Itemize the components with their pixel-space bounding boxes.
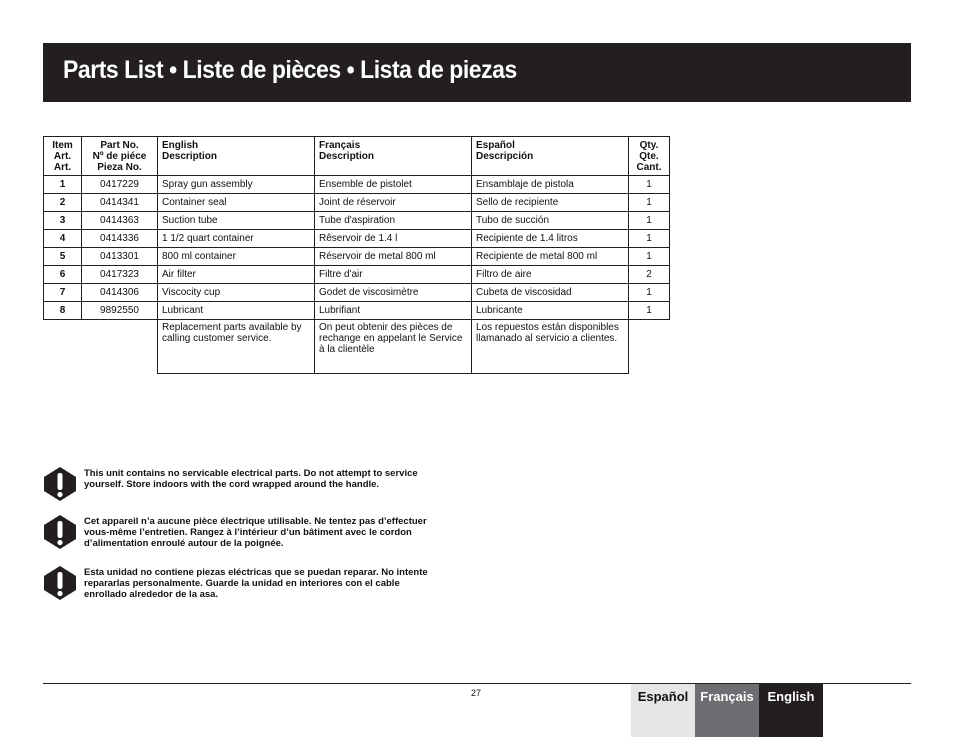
- item-cell: 8: [44, 302, 82, 320]
- english-cell: Viscocity cup: [158, 284, 315, 302]
- part-no-cell: 0413301: [82, 248, 158, 266]
- qty-cell: 1: [629, 284, 670, 302]
- french-cell: Godet de viscosimètre: [315, 284, 472, 302]
- qty-cell: 2: [629, 266, 670, 284]
- english-cell: Suction tube: [158, 212, 315, 230]
- qty-cell: 1: [629, 302, 670, 320]
- qty-cell: 1: [629, 248, 670, 266]
- item-cell: 3: [44, 212, 82, 230]
- header-french: Français Description: [315, 137, 472, 176]
- english-cell: Lubricant: [158, 302, 315, 320]
- item-cell: 4: [44, 230, 82, 248]
- part-no-cell: 0417323: [82, 266, 158, 284]
- spanish-cell: Sello de recipiente: [472, 194, 629, 212]
- part-no-cell: 0414336: [82, 230, 158, 248]
- spanish-cell: Recipiente de 1.4 litros: [472, 230, 629, 248]
- note-english: Replacement parts available by calling customer service.: [158, 320, 315, 374]
- note-french: On peut obtenir des pièces de rechange en appelant le Service à la clientèle: [315, 320, 472, 374]
- table-row: [44, 284, 670, 302]
- french-cell: Réservoir de metal 800 ml: [315, 248, 472, 266]
- header-part-no: Part No. Nº de piéce Pieza No.: [82, 137, 158, 176]
- tab-english[interactable]: English: [759, 684, 823, 737]
- english-cell: Air filter: [158, 266, 315, 284]
- empty-cell: [44, 320, 158, 374]
- header-english: English Description: [158, 137, 315, 176]
- qty-cell: 1: [629, 212, 670, 230]
- tab-espanol[interactable]: Español: [631, 684, 695, 737]
- french-cell: Ensemble de pistolet: [315, 176, 472, 194]
- part-no-cell: 0414306: [82, 284, 158, 302]
- warning-text: Esta unidad no contiene piezas eléctricas que se puedan reparar. No intente repararlas personalmente. Guarde la unidad en interiores con el cable enrollado alrededor de la asa.: [84, 567, 428, 600]
- table-row: [44, 302, 670, 320]
- header-qty: Qty. Qte. Cant.: [629, 137, 670, 176]
- page-number: 27: [470, 688, 481, 698]
- warning-text: Cet appareil n’a aucune pièce électrique utilisable. Ne tentez pas d’effectuer vous-même l’entretien. Rangez à l’intérieur d’un bâtiment avec le cordon d’alimentation enroulé autour de la poignée.: [84, 516, 427, 549]
- french-cell: Filtre d'air: [315, 266, 472, 284]
- header-spanish: Español Descripción: [472, 137, 629, 176]
- table-row: [44, 194, 670, 212]
- tab-francais[interactable]: Français: [695, 684, 759, 737]
- item-cell: 5: [44, 248, 82, 266]
- qty-cell: 1: [629, 230, 670, 248]
- spanish-cell: Lubricante: [472, 302, 629, 320]
- french-cell: Lubrifiant: [315, 302, 472, 320]
- spanish-cell: Cubeta de viscosidad: [472, 284, 629, 302]
- qty-cell: 1: [629, 194, 670, 212]
- spanish-cell: Filtro de aire: [472, 266, 629, 284]
- title-bar: [43, 43, 911, 102]
- parts-table: [43, 136, 670, 374]
- part-no-cell: 0414363: [82, 212, 158, 230]
- warning-text: This unit contains no servicable electrical parts. Do not attempt to service yourself. Store indoors with the cord wrapped around the handle.: [84, 468, 418, 490]
- english-cell: Spray gun assembly: [158, 176, 315, 194]
- note-spanish: Los repuestos están disponibles llamanado al servicio a clientes.: [472, 320, 629, 374]
- table-header-row: [44, 137, 670, 176]
- item-cell: 7: [44, 284, 82, 302]
- table-row: [44, 266, 670, 284]
- french-cell: Joint de réservoir: [315, 194, 472, 212]
- notes-row: [44, 320, 670, 374]
- part-no-cell: 9892550: [82, 302, 158, 320]
- spanish-cell: Ensamblaje de pistola: [472, 176, 629, 194]
- french-cell: Rêservoir de 1.4 l: [315, 230, 472, 248]
- part-no-cell: 0414341: [82, 194, 158, 212]
- english-cell: Container seal: [158, 194, 315, 212]
- english-cell: 800 ml container: [158, 248, 315, 266]
- table-row: [44, 212, 670, 230]
- table-row: [44, 230, 670, 248]
- item-cell: 6: [44, 266, 82, 284]
- english-cell: 1 1/2 quart container: [158, 230, 315, 248]
- warning-exclamation-icon: [43, 466, 77, 502]
- table-row: [44, 176, 670, 194]
- spanish-cell: Tubo de succión: [472, 212, 629, 230]
- part-no-cell: 0417229: [82, 176, 158, 194]
- warning-exclamation-icon: [43, 565, 77, 601]
- item-cell: 1: [44, 176, 82, 194]
- empty-cell: [629, 320, 670, 374]
- french-cell: Tube d'aspiration: [315, 212, 472, 230]
- warning-exclamation-icon: [43, 514, 77, 550]
- table-row: [44, 248, 670, 266]
- item-cell: 2: [44, 194, 82, 212]
- page-title: Parts List • Liste de pièces • Lista de piezas: [63, 56, 517, 84]
- spanish-cell: Recipiente de metal 800 ml: [472, 248, 629, 266]
- header-item: Item Art. Art.: [44, 137, 82, 176]
- qty-cell: 1: [629, 176, 670, 194]
